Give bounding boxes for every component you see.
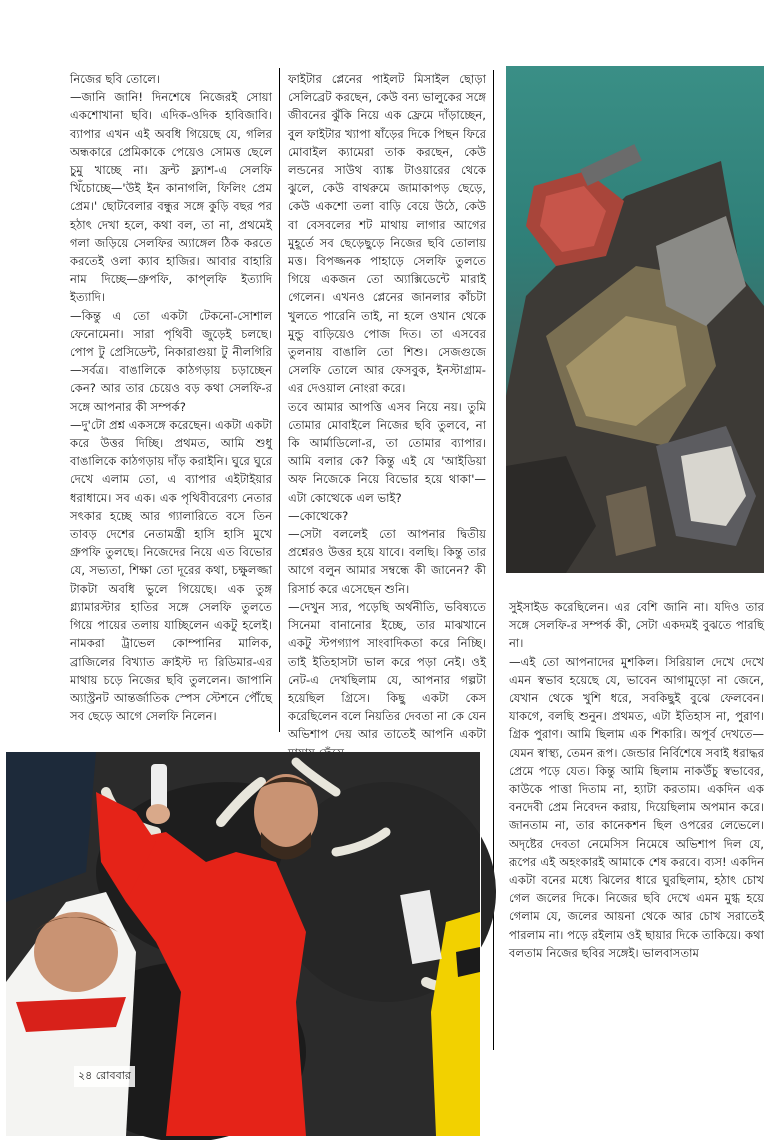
photo-frame-line — [480, 752, 481, 1136]
article-column-3: সুইসাইড করেছিলেন। এর বেশি জানি না। যদিও তার সঙ্গে সেলফি-র সম্পর্ক কী, সেটা একদমই বুঝতে পারছি না। —এই তো আপনাদের মুশকিল। সিরিয়াল দেখে দেখে এমন স্বভাব হয়েছে যে, ভাবেন আগামুড়ো না জেনে, যেখান থেকে খুশি ধরে, সবকিছুই বুঝে ফেলবেন। যাকগে, বলছি শুনুন। প্রথমত, এটা ইতিহাস না, পুরাণ। গ্রিক পুরাণ। আমি ছিলাম এক শিকারি। অপূর্ব দেখতে—যেমন স্বাস্থ্য, তেমন রূপ। জেন্ডার নির্বিশেষে সবাই ধরাদ্ধর প্রেমে পড়ে যেত। কিন্তু আমি ছিলাম নাকউঁচু স্বভাবের, কাউকে পাত্তা দিতাম না, হ্যাটা করতাম। একদিন এক বনদেবী প্রেম নিবেদন করায়, দিয়েছিলাম অপমান করে। জানতাম না, তার কানেকশন ছিল ওপরের লেভেলে। অদৃষ্টের দেবতা নেমেসিস নিমেষে অভিশাপ দিল যে, রূপের এই অহংকারই আমাকে শেষ করবে। ব্যস! একদিন একটা বনের মধ্যে ঝিলের ধারে ঘুরছিলাম, হঠাৎ চোখ গেল জলের দিকে। নিজের ছবি দেখে এমন মুগ্ধ হয়ে গেলাম যে, জলের আয়না থেকে আর চোখ সরাতেই পারলাম না। পড়ে রইলাম ওই ছায়ার দিকে তাকিয়ে। কথা বলতাম নিজের ছবির সঙ্গেই। ভালবাসতাম — [509, 600, 764, 960]
page-folio: ২৪ রোববার — [74, 1066, 135, 1087]
aerial-photo — [506, 66, 764, 573]
column-rule-1 — [279, 68, 280, 732]
aerial-photo-illustration — [506, 66, 764, 573]
article-column-2: ফাইটার প্লেনের পাইলট মিসাইল ছোড়া সেলিব্রেট করছেন, কেউ বন্য ভালুকের সঙ্গে জীবনের ঝুঁকি নিয়ে এক ফ্রেমে দাঁড়াচ্ছেন, বুল ফাইটার খ্যাপা ষাঁড়ের দিকে পিছন ফিরে মোবাইল ক্যামেরা তাক করছেন, কেউ লন্ডনের সাউথ ব্যাঙ্ক টাওয়ারের থেকে ঝুলে, কেউ বাথরুমে জামাকাপড় ছেড়ে, কেউ একশো তলা বাড়ি বেয়ে উঠে, কেউ বা বেসবলের শট মাথায় লাগার আগের মুহূর্তে সব ছেড়েছুড়ে নিজের ছবি তোলায় মত্ত। বিপজ্জনক পাহাড়ে সেলফি তুলতে গিয়ে একজন তো অ্যাক্সিডেন্টে মারাই গেলেন। এখনও প্লেনের জানলার কাঁচটা খুলতে পারেনি তাই, না হলে ওখান থেকে মুন্ডু বাড়িয়েও পোজ দিত। তা এসবের তুলনায় বাঙালি তো শিশু। সেজগুজে সেলফি তোলে আর ফেসবুক, ইনস্টাগ্রাম-এর দেওয়াল নোংরা করে। তবে আমার আপত্তি এসব নিয়ে নয়। তুমি তোমার মোবাইলে নিজের ছবি তুলবে, না কি আর্মাডিলো-র, তা তোমার ব্যাপার। আমি বলার কে? কিন্তু এই যে 'আইডিয়া অফ নিজেকে নিয়ে বিভোর হয়ে থাকা'—এটা কোত্থেকে এল ভাই? —কোত্থেকে? —সেটা বললেই তো আপনার দ্বিতীয় প্রশ্নেরও উত্তর হয়ে যাবে। বলছি। কিন্তু তার আগে বলুন আমার সম্বন্ধে কী জানেন? কী রিসার্চ করে এসেছেন শুনি। —দেখুন স্যর, পড়েছি অর্থনীতি, ভবিষ্যতে সিনেমা বানানোর ইচ্ছে, তার মাঝখানে একটু স্টপগ্যাপ সাংবাদিকতা করে নিচ্ছি। তাই ইতিহাসটা ভাল করে পড়া নেই। ওই নেট-এ দেখছিলাম যে, আপনার গল্পটা হয়েছিল গ্রিসে। কিছু একটা কেস করেছিলেন বলে নিয়তির দেবতা না কে যেন অভিশাপ দেয় আর তাতেই আপনি একটা — [288, 72, 486, 742]
article-column-1: নিজের ছবি তোলে। —জানি জানি! দিনশেষে নিজেরই সোয়া একশোখানা ছবি। এদিক-ওদিক হাবিজাবি। ব্যাপার এখন এই অবধি গিয়েছে যে, গলির অন্ধকারে প্রেমিকাকে পেয়েও সোমত্ত ছেলে চুমু খাচ্ছে না। ফ্রন্ট ফ্ল্যাশ-এ সেলফি খিঁচোচ্ছে—'উই ইন কানাগলি, ফিলিং প্রেম প্রেম।' ছোটবেলার বন্ধুর সঙ্গে কুড়ি বছর পর হঠাৎ দেখা হলে, কথা বল, তা না, প্রথমেই গলা জড়িয়ে সেলফির অ্যাঙ্গেল ঠিক করতে করতেই ওলা ক্যাব হাজির। আবার বাহারি নাম দিচ্ছে—গ্রুপফি, কাপ্‌লফি ইত্যাদি ইত্যাদি। —কিন্তু এ তো একটা টেকনো-সোশাল ফেনোমেনা। সারা পৃথিবী জুড়েই চলছে। পোপ টু প্রেসিডেন্ট, নিকারাগুয়া টু নীলগিরি—সর্বত্র। বাঙালিকে কাঠগড়ায় চড়াচ্ছেন কেন? আর তার চেয়েও বড় কথা সেলফি-র সঙ্গে আপনার কী সম্পর্ক? —দু'টো প্রশ্ন একসঙ্গে করেছেন। একটা একটা করে উত্তর দিচ্ছি। প্রথমত, আমি শুধু বাঙালিকে কাঠগড়ায় দাঁড় করাইনি। ঘুরে ঘুরে দেখে এলাম তো, এ ব্যাপার এইটাইয়ার ধরাধামে। সব এক। এক পৃথিবীবরেণ্য নেতার সৎকার হচ্ছে আর গ্যালারিতে বসে তিন তাবড় দেশের নেতামন্ত্রী হাসি হাসি মুখে গ্রুপফি তুলছে। নিজেদের নিয়ে এত বিভোর যে, সভ্যতা, শিক্ষা তো দূরের কথা, চক্ষুলজ্জা টাকটা অবধি ভুলে গিয়েছে। এক তুঙ্গ গ্ল্যামারস্টার হাতির সঙ্গে সেলফি তুলতে গিয়ে পায়ের তলায় যাচ্ছিলেন একটু হলেই। নামকরা ট্রাভেল কোম্পানির মালিক, ব্রাজিলের বিখ্যাত ক্রাইস্ট দ্য রিডিমার-এর মাথায় চড়ে নিজের ছবি তুললেন। জাপানি অ্যাস্ট্রনট আন্তর্জাতিক স্পেস স্টেশনে পৌঁছে সব ছেড়ে আগে সেলফি নিলেন। — [70, 72, 272, 724]
